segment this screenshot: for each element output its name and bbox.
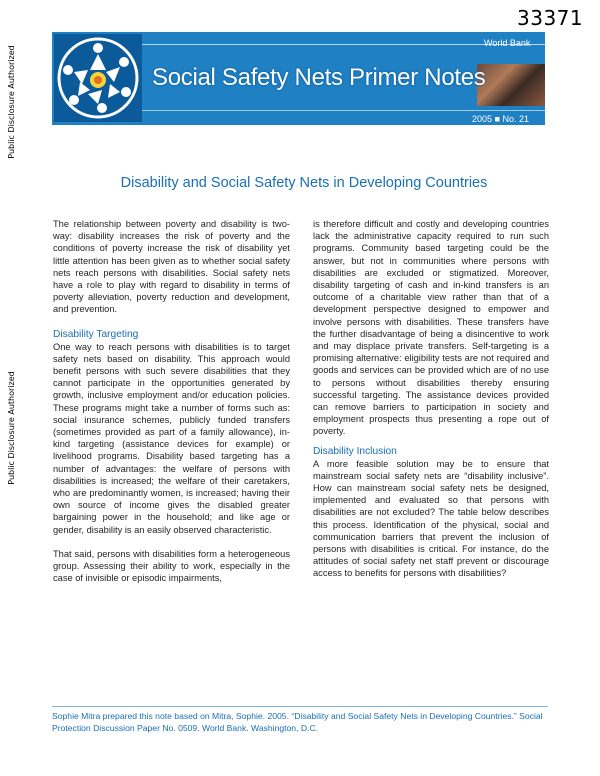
footnote: Sophie Mitra prepared this note based on Mitra, Sophie. 2005. “Disability and Social Safety Nets in Developing Countries.” Social Protection Discussion Paper No. 0509. World Bank. Washington, D.C.: [52, 711, 543, 733]
left-column: [53, 218, 290, 584]
body-paragraph: One way to reach persons with disabilities is to target safety nets based on disability. This approach would benefit persons with such severe disabilities that they cannot participate in the opportunities generated by growth, inclusive employment and/or education policies. These programs might take a number of forms such as: social insurance schemes, publicly funded transfers (sometimes provided as part of a family allowance), in-kind targeting (assistance devices for example) or livelihood programs. Disability based targeting has a number of advantages: the welfare of persons with disabilities is increased; the welfare of their caretakers, who are predominantly women, is increased; having their own source of income gives the disabled greater bargaining power in the household; and like age or gender, disability is an easily observed characteristic.: [53, 341, 290, 535]
document-number: 33371: [517, 6, 584, 30]
body-paragraph: is therefore difficult and costly and developing countries lack the administrative capacity required to run such programs. Community based targeting could be the answer, but not in communities where persons with disabilities are excluded or stigmatized. Moreover, disability targeting of cash and in-kind transfers is an outcome of a charitable view rather than that of a development perspective designed to empower and involve persons with disabilities. These transfers have the further disadvantage of being a disincentive to work and may displace private transfers. Self-targeting is a promising alternative: eligibility tests are not required and goods and services can be provided which are of no use to persons without disabilities thereby ensuring successful targeting. The assistance devices provided can remove barriers to participation in society and employment prospects thus presenting a rope out of poverty.: [313, 219, 549, 437]
header-photo: [477, 64, 545, 106]
side-label-disclosure: Public Disclosure Authorized: [7, 45, 16, 159]
side-label-disclosure: Public Disclosure Authorized: [7, 371, 16, 485]
figures-circle-icon: [54, 34, 142, 122]
series-title: Social Safety Nets Primer Notes: [152, 64, 486, 91]
publisher-name: World Bank: [484, 38, 531, 48]
issue-number: 2005 ■ No. 21: [472, 114, 529, 124]
page-title: Disability and Social Safety Nets in Developing Countries: [120, 175, 488, 191]
section-heading-targeting: Disability Targeting: [53, 328, 139, 340]
intro-paragraph: The relationship between poverty and disability is two-way: disability increases the risk of poverty and the conditions of poverty increase the risk of disability yet little attention has been given as to whether social safety nets reach persons with disabilities. Social safety nets have a role to play with regard to disability in terms of poverty alleviation, poverty reduction and development, and prevention.: [53, 219, 290, 315]
body-paragraph: A more feasible solution may be to ensure that mainstream social safety nets are “disability inclusive”. How can mainstream social safety nets be designed, implemented and evaluated so that persons with disabilities are not excluded? The table below describes this process. Identification of the physical, social and communication barriers that prevent the inclusion of persons with disabilities is critical. For instance, do the attitudes of social safety net staff prevent or discourage access to benefits for persons with disabilities?: [313, 458, 549, 579]
section-heading-inclusion: Disability Inclusion: [313, 445, 397, 457]
footnote-divider: [52, 706, 548, 707]
series-logo: [54, 34, 142, 122]
body-paragraph: That said, persons with disabilities form a heterogeneous group. Assessing their ability to work, especially in the case of invisible or episodic impairments,: [53, 548, 290, 584]
banner-stripe: [132, 110, 545, 111]
right-column: [313, 218, 549, 580]
